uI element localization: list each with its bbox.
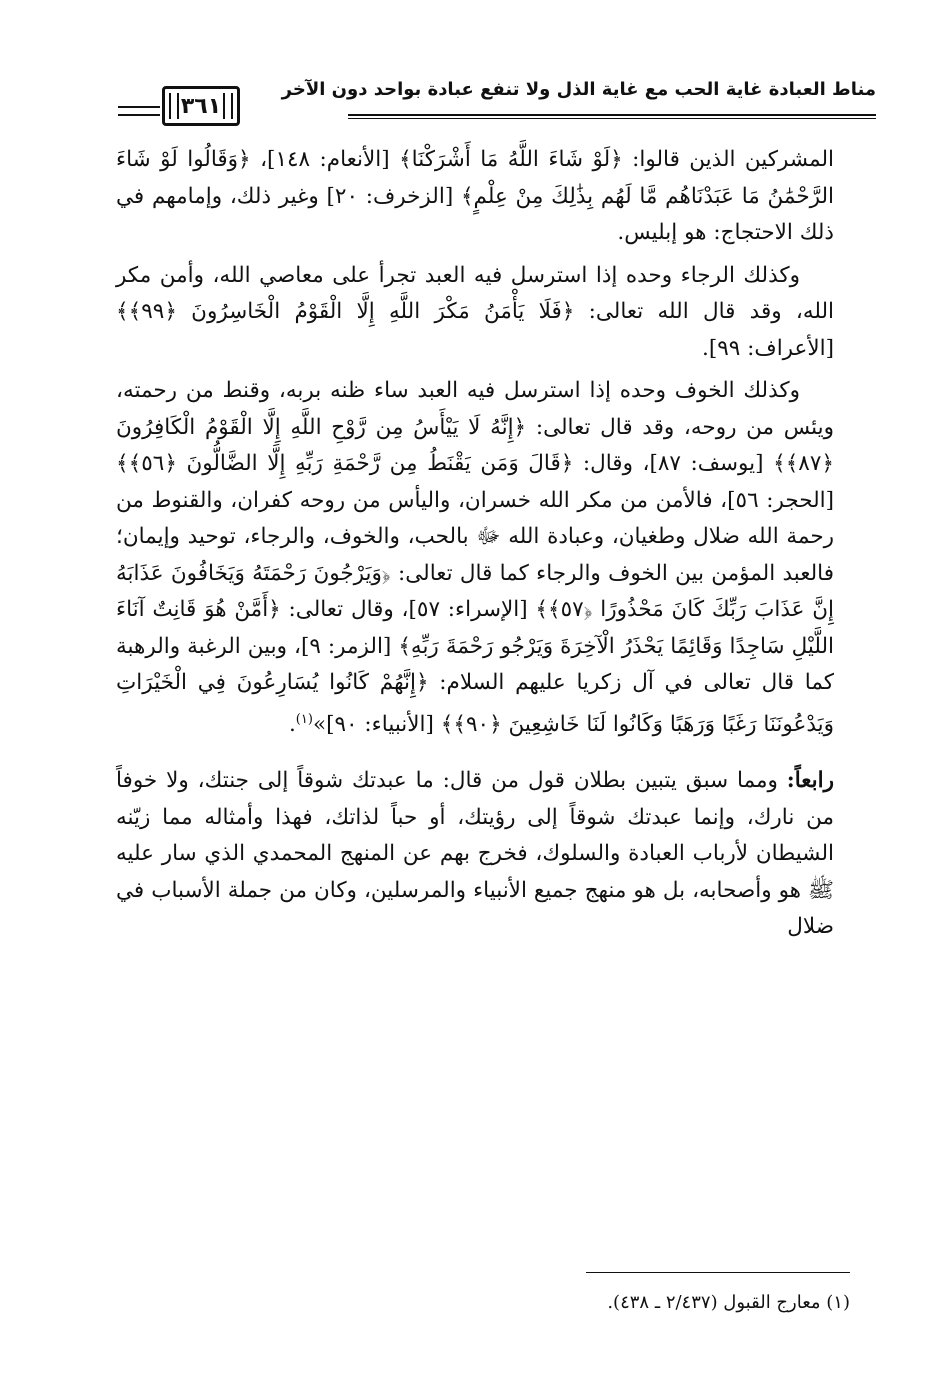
header-rule-thin [348, 118, 876, 119]
paragraph-3-text: وكذلك الخوف وحده إذا استرسل فيه العبد ساء ظنه بربه، وقنط من رحمته، ويئس من روحه، وقد قال تعالى: ﴿إِنَّهُ لَا يَيْأَسُ مِن رَّوْحِ اللَّهِ إِلَّا الْقَوْمُ الْكَافِرُونَ ﴿٨٧﴾﴾ [يوسف: ٨٧]، وقال: ﴿قَالَ وَمَن يَقْنَطُ مِن رَّحْمَةِ رَبِّهِ إِلَّا الضَّالُّونَ ﴿٥٦﴾﴾ [الحجر: ٥٦]، فالأمن من مكر الله خسران، واليأس من روحه كفران، والقنوط من رحمة الله ضلال وطغيان، وعبادة الله ﷻ بالحب، والخوف، والرجاء، توحيد وإيمان؛ فالعبد المؤمن بين الخوف والرجاء كما قال تعالى: ﴿وَيَرْجُونَ رَحْمَتَهُ وَيَخَافُونَ عَذَابَهُ إِنَّ عَذَابَ رَبِّكَ كَانَ مَحْذُورًا ﴿٥٧﴾﴾ [الإسراء: ٥٧]، وقال تعالى: ﴿أَمَّنْ هُوَ قَانِتٌ آنَاءَ اللَّيْلِ سَاجِدًا وَقَائِمًا يَحْذَرُ الْآخِرَةَ وَيَرْجُو رَحْمَةَ رَبِّهِ﴾ [الزمر: ٩]، وبين الرغبة والرهبة كما قال تعالى في آل زكريا عليهم السلام: ﴿إِنَّهُمْ كَانُوا يُسَارِعُونَ فِي الْخَيْرَاتِ وَيَدْعُونَنَا رَغَبًا وَرَهَبًا وَكَانُوا لَنَا خَاشِعِينَ ﴿٩٠﴾﴾ [الأنبياء: ٩٠]» [116, 378, 835, 737]
footnote-separator [586, 1272, 850, 1273]
paragraph-1: المشركين الذين قالوا: ﴿لَوْ شَاءَ اللَّهُ مَا أَشْرَكْنَا﴾ [الأنعام: ١٤٨]، ﴿وَقَالُوا لَوْ شَاءَ الرَّحْمَٰنُ مَا عَبَدْنَاهُم مَّا لَهُم بِذَٰلِكَ مِنْ عِلْمٍ﴾ [الزخرف: ٢٠] وغير ذلك، وإمامهم في ذلك الاحتجاج: هو إبليس. [116, 147, 834, 245]
paragraph-4-text: ومما سبق يتبين بطلان قول من قال: ما عبدتك شوقاً إلى جنتك، ولا خوفاً من نارك، وإنما عبدتك شوقاً إلى رؤيتك، أو حباً لذاتك، فهذا وأمثاله مما زيّنه الشيطان لأرباب العبادة والسلوك، فخرج بهم عن المنهج المحمدي الذي سار عليه ﷺ هو وأصحابه، بل هو منهج جميع الأنبياء والمرسلين، وكان من جملة الأسباب في ضلال [116, 768, 834, 940]
body-text [116, 142, 834, 946]
paragraph-3 [116, 373, 834, 743]
footnote: (١) معارج القبول (٢/٤٣٧ ـ ٤٣٨). [607, 1292, 850, 1313]
page-number: ٣٦١ [180, 93, 222, 119]
header-rule [348, 114, 876, 116]
paragraph-3-end: . [288, 711, 296, 737]
paragraph-4 [116, 763, 834, 946]
section-label: رابعاً: [786, 768, 834, 794]
header-rule-left [118, 106, 160, 116]
page-number-frame [162, 86, 240, 126]
page-header [118, 72, 876, 128]
running-title: مناط العبادة غاية الحب مع غاية الذل ولا تنفع عبادة بواحد دون الآخر [281, 79, 876, 100]
footnote-reference: (١) [295, 711, 313, 727]
paragraph-2: وكذلك الرجاء وحده إذا استرسل فيه العبد تجرأ على معاصي الله، وأمن مكر الله، وقد قال الله تعالى: ﴿فَلَا يَأْمَنُ مَكْرَ اللَّهِ إِلَّا الْقَوْمُ الْخَاسِرُونَ ﴿٩٩﴾﴾ [الأعراف: ٩٩]. [116, 262, 834, 361]
